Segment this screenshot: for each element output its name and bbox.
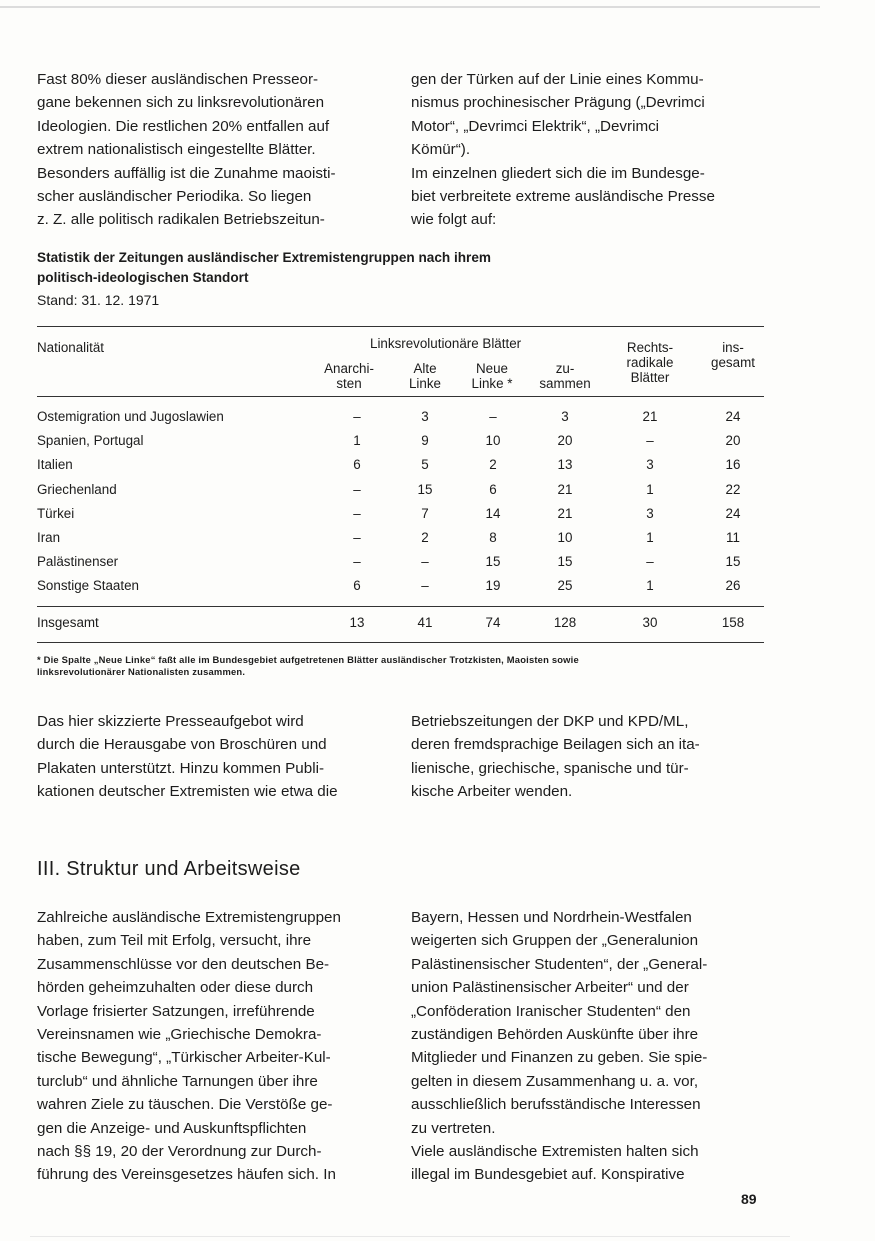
middle-right-column	[411, 710, 763, 804]
text-line: illegal im Bundesgebiet auf. Konspirative	[411, 1166, 685, 1184]
table-cell: 19	[485, 578, 501, 594]
text-line: union Palästinensischer Arbeiter“ und der	[411, 979, 689, 997]
header-zusammen	[532, 361, 598, 391]
header-nationalitaet: Nationalität	[37, 340, 104, 355]
table-cell: 15	[557, 554, 573, 570]
table-row-label: Italien	[37, 457, 73, 473]
text-line: Das hier skizzierte Presseaufgebot wird	[37, 713, 304, 730]
table-cell: 1	[646, 578, 654, 594]
header-line: ins-	[722, 340, 744, 355]
table-date: Stand: 31. 12. 1971	[37, 292, 160, 308]
table-cell: 15	[417, 481, 433, 497]
text-line: Plakaten unterstützt. Hinzu kommen Publi-	[37, 759, 325, 777]
text-line: weigerten sich Gruppen der „Generalunion	[411, 932, 699, 950]
text-line: Vereinsnamen wie „Griechische Demokra-	[37, 1026, 322, 1044]
header-alte-linke	[395, 361, 455, 391]
text-line: hörden geheimzuhalten oder diese durch	[37, 979, 314, 997]
text-line: wie folgt auf:	[411, 211, 497, 229]
table-caption	[37, 248, 637, 288]
table-cell: 1	[646, 530, 654, 545]
text-line: lienische, griechische, spanische und tür-	[411, 759, 689, 777]
text-line: durch die Herausgabe von Broschüren und	[37, 736, 327, 754]
table-row-label: Sonstige Staaten	[37, 578, 139, 594]
text-line: gen der Türken auf der Linie eines Kommu-	[411, 71, 704, 88]
table-cell: 21	[642, 409, 658, 424]
table-cell: 7	[421, 505, 429, 521]
text-line: „Conföderation Iranischer Studenten“ den	[411, 1002, 691, 1020]
table-row-label: Palästinenser	[37, 554, 119, 570]
table-cell: 25	[557, 578, 573, 594]
text-line: nismus prochinesischer Prägung („Devrimci	[411, 94, 705, 112]
table-cell: 10	[557, 530, 573, 545]
text-line: z. Z. alle politisch radikalen Betriebszeitun-	[37, 211, 325, 229]
table-cell: 9	[421, 433, 429, 449]
header-line: sammen	[539, 376, 591, 391]
text-line: Kömür“).	[411, 141, 471, 159]
text-line: Mitglieder und Finanzen zu geben. Sie spie-	[411, 1049, 708, 1067]
table-cell: 13	[557, 457, 573, 473]
table-cell: –	[489, 409, 497, 424]
text-line: gelten in diesem Zusammenhang u. a. vor,	[411, 1072, 699, 1090]
text-line: Viele ausländische Extremisten halten sich	[411, 1143, 699, 1161]
table-cell: 3	[421, 409, 429, 424]
text-line: zu vertreten.	[411, 1119, 496, 1137]
text-line: Zusammenschlüsse vor den deutschen Be-	[37, 955, 330, 973]
table-cell: –	[353, 481, 361, 497]
table-cell: 3	[646, 457, 654, 473]
table-cell: 15	[725, 554, 741, 570]
header-line: sten	[336, 376, 362, 391]
text-line: nach §§ 19, 20 der Verordnung zur Durch-	[37, 1143, 322, 1161]
header-insgesamt	[702, 340, 764, 370]
intro-left-column	[37, 68, 389, 232]
header-line: Blätter	[630, 370, 670, 385]
text-line: zuständigen Behörden Auskünfte über ihre	[411, 1026, 699, 1044]
header-neue-linke	[461, 361, 523, 391]
caption-line: politisch-ideologischen Standort	[37, 270, 249, 285]
intro-right-column	[411, 68, 763, 232]
table-cell: –	[353, 505, 361, 521]
header-line: Alte	[413, 361, 437, 376]
header-line: Neue	[475, 361, 508, 376]
table-cell: 26	[725, 578, 741, 594]
table-bottom-rule	[37, 642, 764, 643]
table-cell: 20	[725, 433, 741, 449]
table-cell: 3	[646, 505, 654, 521]
text-line: tische Bewegung“, „Türkischer Arbeiter-Kul-	[37, 1049, 331, 1067]
table-cell: 8	[489, 530, 497, 545]
footnote-line: * Die Spalte „Neue Linke“ faßt alle im Bundesgebiet aufgetretenen Blätter ausländischer Trotzkisten, Maoisten sowie	[37, 654, 579, 665]
table-cell: 1	[353, 433, 361, 449]
total-row-label: Insgesamt	[37, 615, 99, 630]
text-line: Betriebszeitungen der DKP und KPD/ML,	[411, 713, 689, 730]
header-linksrevolutionaer: Linksrevolutionäre Blätter	[370, 336, 522, 351]
middle-left-column	[37, 710, 389, 804]
text-line: gen die Anzeige- und Auskunftspflichten	[37, 1119, 307, 1137]
header-line: radikale	[626, 355, 674, 370]
table-cell: –	[421, 578, 429, 594]
text-line: führung des Vereinsgesetzes häufen sich. In	[37, 1166, 336, 1184]
table-footnote	[37, 654, 764, 678]
header-line: gesamt	[711, 355, 755, 370]
header-line: Anarchi-	[324, 361, 374, 376]
table-cell: 2	[489, 457, 497, 473]
text-line: Motor“, „Devrimci Elektrik“, „Devrimci	[411, 117, 660, 135]
text-line: gane bekennen sich zu linksrevolutionären	[37, 94, 325, 112]
text-line: Bayern, Hessen und Nordrhein-Westfalen	[411, 909, 692, 926]
table-cell: –	[421, 554, 429, 570]
section-left-column	[37, 906, 389, 1187]
table-cell: 10	[485, 433, 501, 449]
table-cell: 41	[417, 615, 433, 630]
text-line: extrem nationalistisch eingestellte Blätter.	[37, 141, 316, 159]
table-cell: –	[646, 554, 654, 570]
table-cell: 1	[646, 481, 654, 497]
text-line: turclub“ und ähnliche Tarnungen über ihre	[37, 1072, 318, 1090]
table-cell: 74	[485, 615, 501, 630]
table-row-label: Griechenland	[37, 481, 117, 497]
table-cell: 22	[725, 481, 741, 497]
text-line: kische Arbeiter wenden.	[411, 783, 573, 801]
header-line: zu-	[555, 361, 575, 376]
text-line: scher ausländischer Periodika. So liegen	[37, 188, 312, 206]
table-top-rule	[37, 326, 764, 327]
table-row-label: Spanien, Portugal	[37, 433, 144, 449]
table-cell: 6	[489, 481, 497, 497]
table-total-rule	[37, 606, 764, 607]
table-cell: 13	[349, 615, 365, 630]
table-cell: –	[646, 433, 654, 449]
page-number: 89	[741, 1191, 757, 1207]
table-cell: 14	[485, 505, 501, 521]
header-line: Linke *	[471, 376, 513, 391]
table-cell: 30	[642, 615, 658, 630]
table-cell: –	[353, 409, 361, 424]
table-cell: 24	[725, 409, 741, 424]
text-line: haben, zum Teil mit Erfolg, versucht, ihre	[37, 932, 312, 950]
table-row-label: Türkei	[37, 505, 75, 521]
table-cell: 21	[557, 505, 573, 521]
table-header-rule	[37, 396, 764, 397]
text-line: Zahlreiche ausländische Extremistengruppen	[37, 909, 341, 926]
table-cell: 11	[726, 530, 740, 545]
bottom-edge-rule	[30, 1236, 790, 1237]
table-cell: –	[353, 554, 361, 570]
table-cell: 21	[557, 481, 573, 497]
table-cell: 6	[353, 457, 361, 473]
table-cell: 24	[725, 505, 741, 521]
section-heading: III. Struktur und Arbeitsweise	[37, 858, 301, 880]
text-line: biet verbreitete extreme ausländische Presse	[411, 188, 715, 206]
top-edge-rule	[0, 6, 820, 8]
section-right-column	[411, 906, 763, 1187]
table-cell: 15	[485, 554, 501, 570]
table-cell: 16	[725, 457, 741, 473]
table-cell: 6	[353, 578, 361, 594]
header-line: Rechts-	[626, 340, 674, 355]
text-line: kationen deutscher Extremisten wie etwa die	[37, 783, 338, 801]
header-anarchisten	[319, 361, 379, 391]
text-line: Palästinensischer Studenten“, der „General-	[411, 955, 708, 973]
table-cell: 2	[421, 530, 429, 545]
header-line: Linke	[408, 376, 441, 391]
caption-line: Statistik der Zeitungen ausländischer Extremistengruppen nach ihrem	[37, 250, 491, 265]
text-line: Besonders auffällig ist die Zunahme maoisti-	[37, 164, 336, 182]
table-cell: 158	[721, 615, 745, 630]
header-rechtsradikale	[612, 340, 688, 385]
text-line: Vorlage frisierter Satzungen, irreführende	[37, 1002, 315, 1020]
table-cell: 128	[553, 615, 577, 630]
text-line: ausschließlich berufsständische Interessen	[411, 1096, 701, 1114]
table-cell: –	[353, 530, 361, 545]
text-line: Fast 80% dieser ausländischen Presseor-	[37, 71, 319, 88]
table-cell: 20	[557, 433, 573, 449]
text-line: deren fremdsprachige Beilagen sich an ita-	[411, 736, 700, 754]
table-cell: 5	[421, 457, 429, 473]
table-row-label: Ostemigration und Jugoslawien	[37, 409, 224, 424]
text-line: wahren Ziele zu täuschen. Die Verstöße ge-	[37, 1096, 333, 1114]
footnote-line: linksrevolutionärer Nationalisten zusammen.	[37, 666, 246, 677]
table-cell: 3	[561, 409, 569, 424]
text-line: Ideologien. Die restlichen 20% entfallen auf	[37, 117, 330, 135]
text-line: Im einzelnen gliedert sich die im Bundesge-	[411, 164, 705, 182]
table-row-label: Iran	[37, 530, 61, 545]
